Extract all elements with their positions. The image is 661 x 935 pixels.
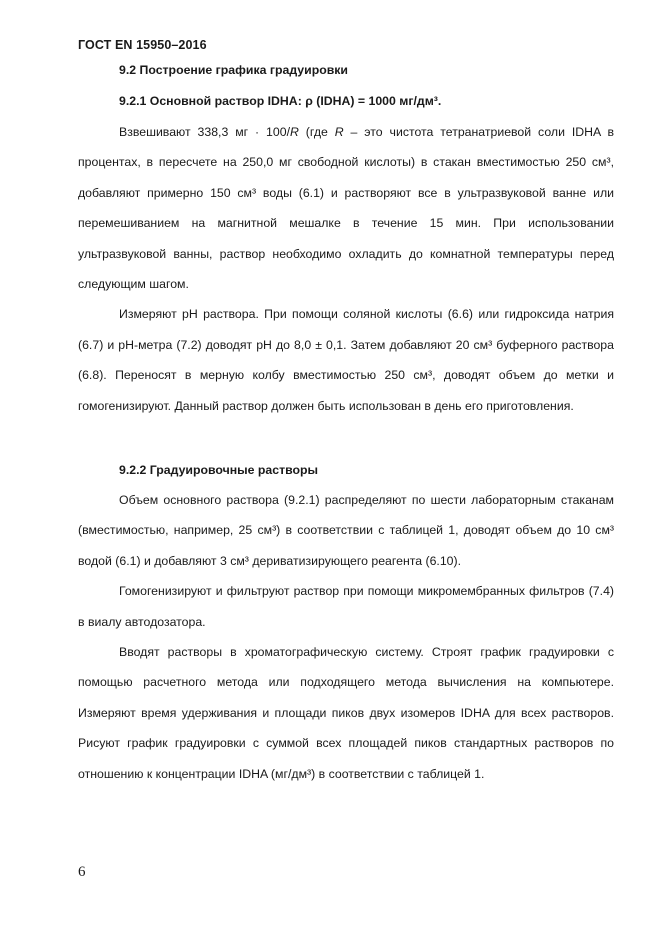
paragraph-calibration: Вводят растворы в хроматографическую систему. Строят график градуировки с помощью расчетного метода или подходящего метода вычисления на компьютере. Измеряют время удерживания и площади пиков двух изомеров IDHA для всех растворов. Рисуют график градуировки с суммой всех площадей пиков стандартных растворов по отношению к концентрации IDHA (мг/дм³) в соответствии с таблицей 1. bbox=[78, 645, 614, 781]
paragraph-ph-adjust: Измеряют pH раствора. При помощи соляной кислоты (6.6) или гидроксида натрия (6.7) и pH-метра (7.2) доводят pH до 8,0 ± 0,1. Затем добавляют 20 см³ буферного раствора (6.8). Переносят в мерную колбу вместимостью 250 см³, доводят объем до метки и гомогенизируют. Данный раствор должен быть использован в день его приготовления. bbox=[78, 307, 614, 413]
page-number: 6 bbox=[78, 864, 86, 880]
section-9-2-2-title: 9.2.2 Градуировочные растворы bbox=[119, 463, 319, 477]
document-code: ГОСТ EN 15950–2016 bbox=[78, 38, 207, 52]
section-9-2-title: 9.2 Построение графика градуировки bbox=[119, 63, 348, 77]
paragraph-weighing: Взвешивают 338,3 мг · 100/R (где R – это чистота тетранатриевой соли IDHA в процентах, в пересчете на 250,0 мг свободной кислоты) в стакан вместимостью 250 см³, добавляют примерно 150 см³ воды (6.1) и растворяют все в ультразвуковой ванне или перемешиванием на магнитной мешалке в течение 15 мин. При использовании ультразвуковой ванны, раствор необходимо охладить до комнатной температуры перед следующим шагом. bbox=[78, 125, 614, 292]
section-9-2-2-body bbox=[78, 485, 614, 789]
section-9-2-1-title: 9.2.1 Основной раствор IDHA: ρ (IDHA) = 1000 мг/дм³. bbox=[119, 94, 442, 108]
paragraph-filtration: Гомогенизируют и фильтруют раствор при помощи микромембранных фильтров (7.4) в виалу автодозатора. bbox=[78, 584, 614, 629]
section-9-2-1-body bbox=[78, 117, 614, 421]
paragraph-distribution: Объем основного раствора (9.2.1) распределяют по шести лабораторным стаканам (вместимостью, например, 25 см³) в соответствии с таблицей 1, доводят объем до 10 см³ водой (6.1) и добавляют 3 см³ дериватизирующего реагента (6.10). bbox=[78, 493, 614, 568]
